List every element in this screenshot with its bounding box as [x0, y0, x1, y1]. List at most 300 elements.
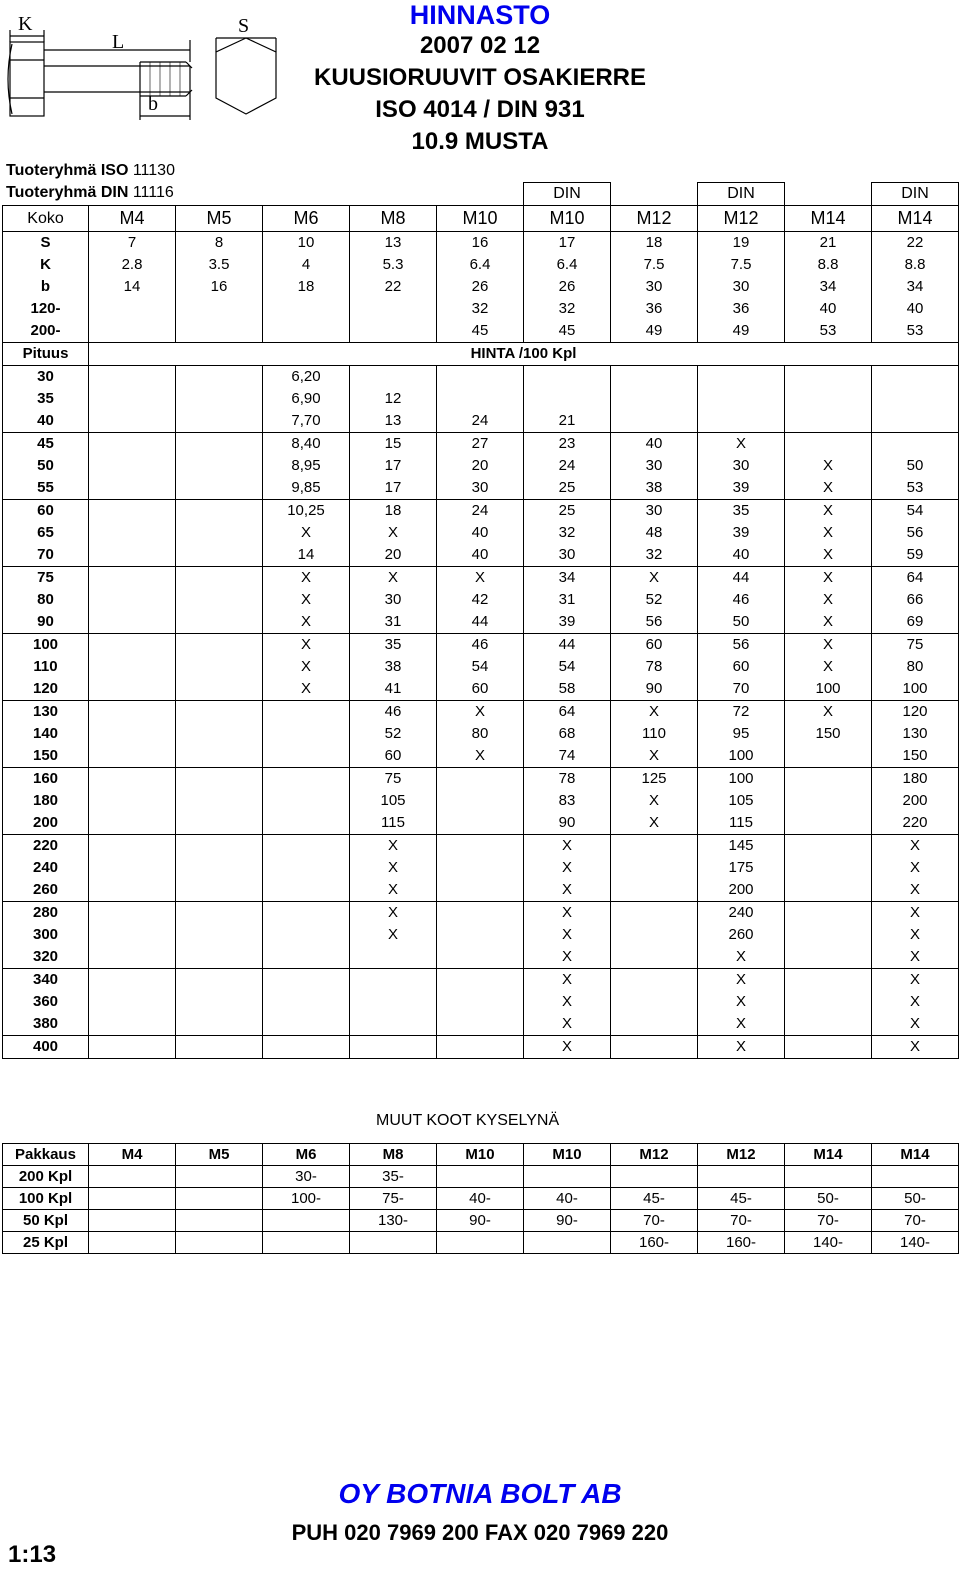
- packaging-value: [89, 1210, 176, 1232]
- packaging-value: 75-: [350, 1188, 437, 1210]
- length-value: 300: [3, 924, 89, 946]
- price-cell: [176, 410, 263, 433]
- packaging-value: [263, 1232, 350, 1254]
- price-cell: [89, 366, 176, 389]
- price-cell: [89, 879, 176, 902]
- size-header: M4: [89, 206, 176, 232]
- packaging-size: M14: [785, 1144, 872, 1166]
- price-cell: 54: [524, 656, 611, 678]
- dimension-value: 2.8: [89, 254, 176, 276]
- packaging-size: M14: [872, 1144, 959, 1166]
- packaging-value: 160-: [698, 1232, 785, 1254]
- price-cell: [611, 1036, 698, 1059]
- length-value: 70: [3, 544, 89, 567]
- price-row: [3, 902, 959, 925]
- price-cell: X: [611, 701, 698, 724]
- length-label: Pituus: [3, 343, 89, 366]
- price-cell: [176, 857, 263, 879]
- dimension-value: 14: [89, 276, 176, 298]
- price-cell: 100: [872, 678, 959, 701]
- dimension-value: 19: [698, 232, 785, 255]
- price-cell: [785, 879, 872, 902]
- price-row: [3, 1036, 959, 1059]
- dimension-value: 17: [524, 232, 611, 255]
- price-cell: [176, 522, 263, 544]
- price-cell: X: [350, 567, 437, 590]
- price-cell: [176, 991, 263, 1013]
- price-cell: X: [524, 924, 611, 946]
- packaging-row: [3, 1188, 959, 1210]
- price-cell: 24: [524, 455, 611, 477]
- packaging-value: 160-: [611, 1232, 698, 1254]
- price-row: [3, 701, 959, 724]
- dimension-value: 8: [176, 232, 263, 255]
- din-label: DIN: [524, 183, 611, 206]
- price-cell: 48: [611, 522, 698, 544]
- price-cell: 120: [872, 701, 959, 724]
- price-cell: [263, 701, 350, 724]
- price-cell: 180: [872, 768, 959, 791]
- length-value: 80: [3, 589, 89, 611]
- length-value: 40: [3, 410, 89, 433]
- dimension-value: 34: [872, 276, 959, 298]
- length-value: 50: [3, 455, 89, 477]
- price-cell: X: [785, 567, 872, 590]
- price-cell: [89, 678, 176, 701]
- price-cell: [611, 969, 698, 992]
- price-cell: X: [872, 857, 959, 879]
- dimension-value: 26: [524, 276, 611, 298]
- price-row: [3, 879, 959, 902]
- price-row: [3, 455, 959, 477]
- packaging-value: [785, 1166, 872, 1188]
- packaging-size: M8: [350, 1144, 437, 1166]
- price-cell: [437, 1036, 524, 1059]
- price-cell: [176, 544, 263, 567]
- price-cell: X: [872, 969, 959, 992]
- price-cell: [89, 969, 176, 992]
- dimension-row: [3, 276, 959, 298]
- price-cell: 75: [350, 768, 437, 791]
- price-cell: X: [524, 991, 611, 1013]
- dimension-value: [350, 320, 437, 343]
- price-cell: 52: [350, 723, 437, 745]
- price-row: [3, 857, 959, 879]
- product-group-iso: [6, 160, 175, 182]
- price-cell: X: [785, 589, 872, 611]
- packaging-value: [176, 1210, 263, 1232]
- price-cell: 15: [350, 433, 437, 456]
- price-cell: 66: [872, 589, 959, 611]
- packaging-value: [698, 1166, 785, 1188]
- dimension-value: 18: [611, 232, 698, 255]
- length-value: 280: [3, 902, 89, 925]
- price-cell: [176, 678, 263, 701]
- price-cell: 32: [611, 544, 698, 567]
- price-cell: [437, 835, 524, 858]
- price-cell: X: [611, 812, 698, 835]
- packaging-qty: 25 Kpl: [3, 1232, 89, 1254]
- length-value: 55: [3, 477, 89, 500]
- price-row: [3, 522, 959, 544]
- price-row: [3, 544, 959, 567]
- price-cell: [263, 723, 350, 745]
- price-cell: [176, 723, 263, 745]
- price-cell: X: [524, 879, 611, 902]
- price-cell: [872, 388, 959, 410]
- packaging-size: M12: [611, 1144, 698, 1166]
- price-cell: [176, 969, 263, 992]
- packaging-value: 70-: [698, 1210, 785, 1232]
- packaging-qty: 200 Kpl: [3, 1166, 89, 1188]
- price-cell: [872, 366, 959, 389]
- price-cell: [611, 388, 698, 410]
- price-cell: 59: [872, 544, 959, 567]
- empty-cell: [3, 183, 89, 206]
- packaging-value: 45-: [611, 1188, 698, 1210]
- price-cell: 30: [350, 589, 437, 611]
- price-cell: [89, 768, 176, 791]
- price-cell: [89, 634, 176, 657]
- length-value: 120: [3, 678, 89, 701]
- length-value: 100: [3, 634, 89, 657]
- dimension-label: 200-: [3, 320, 89, 343]
- dimension-row: [3, 320, 959, 343]
- price-cell: X: [785, 455, 872, 477]
- packaging-table: [2, 1143, 959, 1254]
- diagram-label-s: S: [238, 15, 250, 37]
- length-value: 220: [3, 835, 89, 858]
- price-cell: [872, 433, 959, 456]
- price-cell: 23: [524, 433, 611, 456]
- price-cell: [176, 835, 263, 858]
- price-cell: X: [872, 902, 959, 925]
- price-cell: [89, 611, 176, 634]
- price-cell: [89, 835, 176, 858]
- din-label: DIN: [698, 183, 785, 206]
- price-cell: X: [524, 857, 611, 879]
- packaging-value: 45-: [698, 1188, 785, 1210]
- price-cell: [611, 902, 698, 925]
- packaging-value: [524, 1232, 611, 1254]
- header-standard: ISO 4014 / DIN 931: [375, 96, 585, 123]
- dimension-label: b: [3, 276, 89, 298]
- packaging-value: 90-: [524, 1210, 611, 1232]
- price-cell: X: [698, 969, 785, 992]
- bolt-drawing: [0, 0, 300, 140]
- packaging-value: [176, 1188, 263, 1210]
- price-cell: [437, 366, 524, 389]
- dimension-value: [89, 298, 176, 320]
- price-cell: X: [263, 522, 350, 544]
- price-cell: 58: [524, 678, 611, 701]
- price-cell: [437, 902, 524, 925]
- packaging-row: [3, 1166, 959, 1188]
- dimension-value: [263, 320, 350, 343]
- price-cell: [611, 924, 698, 946]
- packaging-value: 70-: [872, 1210, 959, 1232]
- price-row: [3, 969, 959, 992]
- price-cell: [437, 924, 524, 946]
- dimension-value: 8.8: [785, 254, 872, 276]
- price-cell: 100: [698, 745, 785, 768]
- price-cell: 69: [872, 611, 959, 634]
- price-cell: [263, 924, 350, 946]
- packaging-size: M10: [524, 1144, 611, 1166]
- price-cell: [611, 991, 698, 1013]
- price-row: [3, 433, 959, 456]
- dimension-value: 16: [176, 276, 263, 298]
- price-cell: [263, 768, 350, 791]
- packaging-value: [872, 1166, 959, 1188]
- price-cell: 30: [437, 477, 524, 500]
- packaging-value: 100-: [263, 1188, 350, 1210]
- price-cell: [89, 477, 176, 500]
- price-row: [3, 589, 959, 611]
- price-cell: 78: [611, 656, 698, 678]
- price-cell: 34: [524, 567, 611, 590]
- diagram-label-b: b: [148, 93, 158, 115]
- price-cell: 39: [524, 611, 611, 634]
- price-cell: X: [437, 745, 524, 768]
- price-cell: 40: [437, 522, 524, 544]
- dimension-row: [3, 254, 959, 276]
- price-cell: [89, 410, 176, 433]
- price-cell: 175: [698, 857, 785, 879]
- price-cell: 100: [785, 678, 872, 701]
- dimension-value: 45: [524, 320, 611, 343]
- price-table: [2, 182, 959, 1059]
- length-value: 400: [3, 1036, 89, 1059]
- price-label: HINTA /100 Kpl: [89, 343, 959, 366]
- dimension-label: S: [3, 232, 89, 255]
- price-cell: [176, 477, 263, 500]
- price-cell: X: [872, 924, 959, 946]
- dimension-value: 53: [785, 320, 872, 343]
- header-brand: HINNASTO: [409, 0, 551, 30]
- price-cell: 75: [872, 634, 959, 657]
- price-cell: 20: [437, 455, 524, 477]
- price-cell: [350, 1013, 437, 1036]
- dimension-value: 40: [785, 298, 872, 320]
- price-cell: [437, 1013, 524, 1036]
- price-cell: 44: [437, 611, 524, 634]
- packaging-value: 30-: [263, 1166, 350, 1188]
- dimension-value: 13: [350, 232, 437, 255]
- price-cell: [176, 500, 263, 523]
- price-cell: 200: [698, 879, 785, 902]
- length-value: 65: [3, 522, 89, 544]
- price-cell: X: [785, 634, 872, 657]
- price-cell: [785, 991, 872, 1013]
- size-header: M12: [698, 206, 785, 232]
- price-cell: [89, 790, 176, 812]
- price-cell: [785, 812, 872, 835]
- price-cell: [176, 656, 263, 678]
- price-cell: [785, 969, 872, 992]
- price-cell: X: [350, 924, 437, 946]
- size-row-label: Koko: [3, 206, 89, 232]
- price-row: [3, 946, 959, 969]
- company-contact: PUH 020 7969 200 FAX 020 7969 220: [291, 1520, 669, 1545]
- price-cell: [437, 812, 524, 835]
- price-cell: 56: [611, 611, 698, 634]
- length-value: 45: [3, 433, 89, 456]
- price-cell: [176, 388, 263, 410]
- length-value: 340: [3, 969, 89, 992]
- price-cell: [698, 388, 785, 410]
- price-cell: 17: [350, 455, 437, 477]
- length-value: 260: [3, 879, 89, 902]
- price-row: [3, 611, 959, 634]
- price-cell: 100: [698, 768, 785, 791]
- price-cell: 40: [437, 544, 524, 567]
- size-header: M14: [872, 206, 959, 232]
- price-cell: 64: [524, 701, 611, 724]
- price-cell: 56: [872, 522, 959, 544]
- packaging-value: 70-: [785, 1210, 872, 1232]
- length-value: 75: [3, 567, 89, 590]
- price-cell: [785, 857, 872, 879]
- price-cell: 8,95: [263, 455, 350, 477]
- price-cell: [611, 410, 698, 433]
- price-cell: X: [785, 611, 872, 634]
- price-cell: 80: [872, 656, 959, 678]
- price-cell: 64: [872, 567, 959, 590]
- price-cell: 95: [698, 723, 785, 745]
- price-cell: [785, 745, 872, 768]
- price-cell: 240: [698, 902, 785, 925]
- length-value: 140: [3, 723, 89, 745]
- price-cell: 90: [611, 678, 698, 701]
- length-value: 240: [3, 857, 89, 879]
- price-cell: [263, 790, 350, 812]
- dimension-value: [350, 298, 437, 320]
- price-cell: [263, 946, 350, 969]
- price-cell: X: [785, 701, 872, 724]
- price-cell: X: [263, 678, 350, 701]
- price-cell: [176, 433, 263, 456]
- price-cell: 24: [437, 500, 524, 523]
- price-cell: X: [524, 946, 611, 969]
- price-cell: [437, 388, 524, 410]
- price-cell: 30: [524, 544, 611, 567]
- header-grade: 10.9 MUSTA: [411, 128, 549, 155]
- packaging-value: [524, 1166, 611, 1188]
- price-cell: 80: [437, 723, 524, 745]
- packaging-value: 35-: [350, 1166, 437, 1188]
- company-name: OY BOTNIA BOLT AB: [338, 1478, 622, 1509]
- price-cell: 8,40: [263, 433, 350, 456]
- price-cell: 6,90: [263, 388, 350, 410]
- price-cell: [89, 902, 176, 925]
- price-cell: [785, 388, 872, 410]
- price-cell: X: [872, 879, 959, 902]
- price-row: [3, 835, 959, 858]
- price-cell: 78: [524, 768, 611, 791]
- price-cell: X: [350, 522, 437, 544]
- price-cell: 40: [698, 544, 785, 567]
- price-cell: 220: [872, 812, 959, 835]
- price-cell: [437, 857, 524, 879]
- price-cell: 31: [350, 611, 437, 634]
- price-cell: 20: [350, 544, 437, 567]
- packaging-size: M6: [263, 1144, 350, 1166]
- dimension-value: 45: [437, 320, 524, 343]
- packaging-value: [176, 1232, 263, 1254]
- price-cell: [89, 701, 176, 724]
- packaging-label: Pakkaus: [3, 1144, 89, 1166]
- header-product: KUUSIORUUVIT OSAKIERRE: [313, 64, 647, 91]
- price-cell: X: [785, 477, 872, 500]
- price-cell: 150: [785, 723, 872, 745]
- price-cell: [263, 969, 350, 992]
- price-cell: 18: [350, 500, 437, 523]
- price-cell: [176, 924, 263, 946]
- price-cell: [176, 701, 263, 724]
- price-cell: X: [263, 656, 350, 678]
- dimension-value: 18: [263, 276, 350, 298]
- packaging-value: 140-: [872, 1232, 959, 1254]
- length-value: 150: [3, 745, 89, 768]
- empty-cell: [263, 183, 350, 206]
- dimension-row: [3, 232, 959, 255]
- price-cell: X: [263, 589, 350, 611]
- dimension-value: 36: [611, 298, 698, 320]
- price-cell: 42: [437, 589, 524, 611]
- dimension-value: 53: [872, 320, 959, 343]
- packaging-value: [437, 1166, 524, 1188]
- price-cell: 70: [698, 678, 785, 701]
- price-cell: 115: [350, 812, 437, 835]
- dimension-value: 7.5: [611, 254, 698, 276]
- price-cell: [89, 455, 176, 477]
- diagram-label-k: K: [18, 13, 33, 35]
- packaging-value: 40-: [437, 1188, 524, 1210]
- price-cell: [350, 1036, 437, 1059]
- price-cell: [263, 879, 350, 902]
- price-cell: 54: [437, 656, 524, 678]
- price-cell: X: [263, 567, 350, 590]
- price-cell: 105: [698, 790, 785, 812]
- length-value: 160: [3, 768, 89, 791]
- price-cell: [785, 835, 872, 858]
- price-cell: 200: [872, 790, 959, 812]
- price-cell: 125: [611, 768, 698, 791]
- price-cell: X: [872, 1013, 959, 1036]
- price-cell: 41: [350, 678, 437, 701]
- price-cell: 53: [872, 477, 959, 500]
- price-cell: 50: [698, 611, 785, 634]
- packaging-value: [89, 1232, 176, 1254]
- size-header: M10: [437, 206, 524, 232]
- product-group-iso-code: 11130: [132, 162, 175, 179]
- price-cell: X: [698, 433, 785, 456]
- price-cell: X: [698, 946, 785, 969]
- price-cell: [263, 812, 350, 835]
- price-row: [3, 1013, 959, 1036]
- price-cell: 10,25: [263, 500, 350, 523]
- price-cell: X: [437, 701, 524, 724]
- price-cell: [611, 946, 698, 969]
- price-row: [3, 678, 959, 701]
- price-cell: [611, 857, 698, 879]
- price-cell: 56: [698, 634, 785, 657]
- price-cell: 260: [698, 924, 785, 946]
- dimension-value: 34: [785, 276, 872, 298]
- price-cell: X: [698, 1013, 785, 1036]
- price-row: [3, 991, 959, 1013]
